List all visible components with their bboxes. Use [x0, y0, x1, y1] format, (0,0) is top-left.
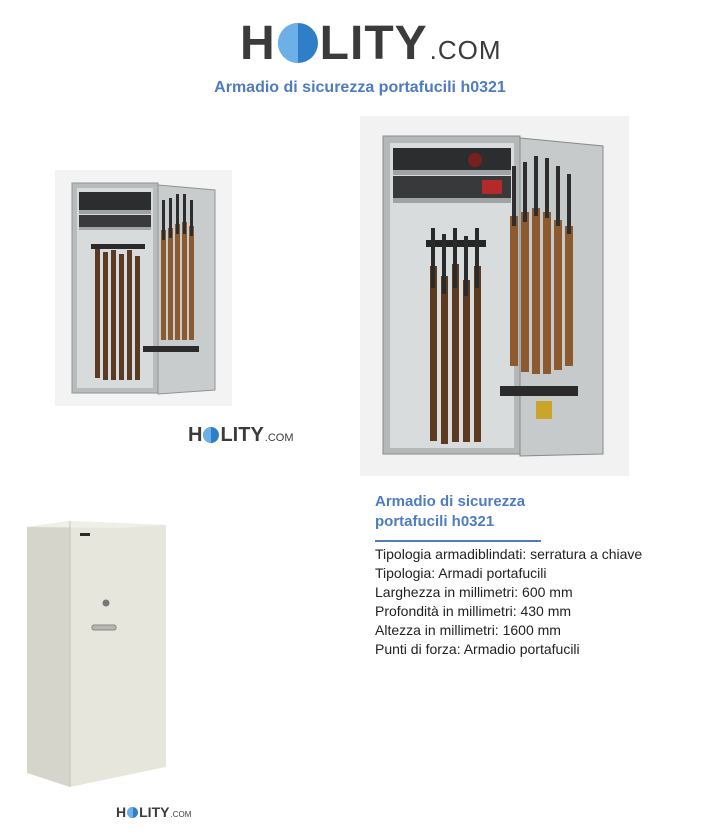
- brand-logo[interactable]: [240, 16, 502, 71]
- safe-open-large-illustration: [360, 116, 629, 476]
- product-image-open-large[interactable]: [360, 116, 629, 476]
- logo-globe-icon: [203, 427, 219, 443]
- brand-logo-small: [188, 424, 294, 447]
- spec-list: [375, 545, 642, 659]
- brand-logo-small: [116, 804, 191, 820]
- spec-item: Punti di forza: Armadio portafucili: [375, 641, 580, 657]
- spec-item: Tipologia armadiblindati: serratura a chiave: [375, 546, 643, 562]
- logo-letter-h: H: [116, 804, 127, 820]
- spec-item: Larghezza in millimetri: 600 mm: [375, 584, 573, 600]
- logo-text: LITY: [139, 804, 170, 820]
- logo-tld: .COM: [429, 35, 502, 65]
- logo-letter-h: H: [240, 17, 276, 70]
- logo-tld: .COM: [170, 810, 192, 819]
- title-divider: [375, 540, 541, 542]
- product-title-line1: Armadio di sicurezza: [375, 493, 526, 510]
- logo-text: LITY: [220, 424, 264, 446]
- safe-closed-illustration: [20, 515, 175, 790]
- page-title: Armadio di sicurezza portafucili h0321: [214, 79, 506, 96]
- logo-globe-icon: [127, 807, 138, 818]
- logo-text: LITY: [319, 17, 428, 70]
- spec-item: Tipologia: Armadi portafucili: [375, 565, 547, 581]
- product-image-closed[interactable]: [20, 515, 175, 790]
- logo-globe-icon: [278, 23, 318, 63]
- spec-item: Altezza in millimetri: 1600 mm: [375, 622, 561, 638]
- safe-open-small-illustration: [55, 170, 232, 406]
- product-title-line2: portafucili h0321: [375, 513, 495, 530]
- logo-letter-h: H: [188, 424, 203, 446]
- spec-item: Profondità in millimetri: 430 mm: [375, 603, 572, 619]
- logo-tld: .COM: [264, 432, 294, 444]
- product-detail-title: [375, 492, 525, 532]
- product-image-open-small[interactable]: [55, 170, 232, 406]
